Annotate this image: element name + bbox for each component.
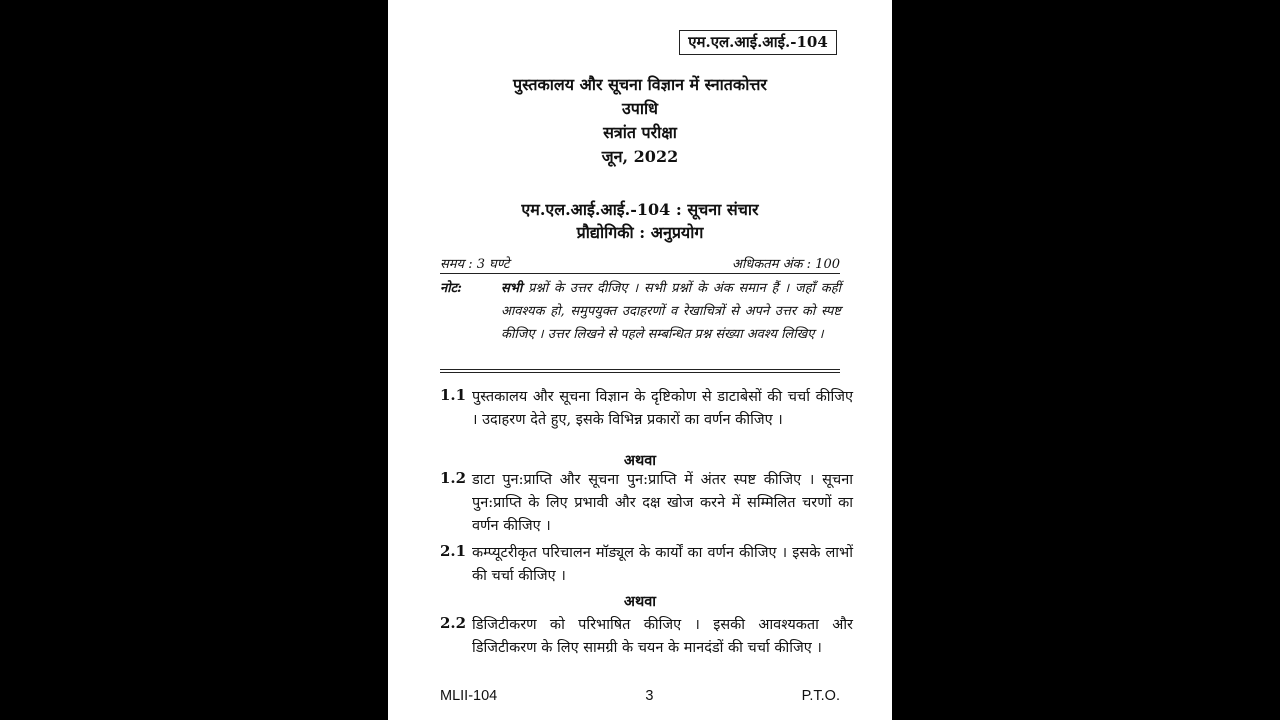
question-text: डाटा पुन:प्राप्ति और सूचना पुन:प्राप्ति में अंतर स्पष्ट कीजिए । सूचना पुन:प्राप्ति के लिए प्रभावी और दक्ष खोज करने में सम्मिलित चरणों का वर्णन कीजिए । bbox=[472, 472, 853, 534]
question-text: डिजिटीकरण को परिभाषित कीजिए । इसकी आवश्यकता और डिजिटीकरण के लिए सामग्री के चयन के मानदंडों की चर्चा कीजिए । bbox=[472, 617, 853, 656]
note-body: प्रश्नों के उत्तर दीजिए । सभी प्रश्नों के अंक समान हैं । जहाँ कहीं आवश्यक हो, समुपयुक्त उदाहरणों व रेखाचित्रों से अपने उत्तर को स्पष्ट कीजिए । उत्तर लिखने से पहले सम्बन्धित प्रश्न संख्या अवश्य लिखिए । bbox=[501, 281, 841, 342]
page-footer bbox=[440, 688, 840, 704]
note-text bbox=[501, 277, 841, 346]
question-number: 1.1 bbox=[440, 386, 467, 404]
question-number: 1.2 bbox=[440, 469, 467, 487]
exam-page bbox=[388, 0, 892, 720]
question-number: 2.2 bbox=[440, 614, 467, 632]
course-title-line1: एम.एल.आई.आई.-104 : सूचना संचार bbox=[521, 200, 759, 219]
question-text: कम्प्यूटरीकृत परिचालन मॉड्यूल के कार्यों का वर्णन कीजिए । इसके लाभों की चर्चा कीजिए । bbox=[472, 545, 853, 584]
max-marks: अधिकतम अंक : 100 bbox=[732, 257, 840, 272]
question-number: 2.1 bbox=[440, 542, 467, 560]
or-separator: अथवा bbox=[623, 593, 657, 610]
course-title-line2: प्रौद्योगिकी : अनुप्रयोग bbox=[576, 223, 704, 242]
exam-date: जून, 2022 bbox=[601, 147, 679, 166]
paper-code-box: एम.एल.आई.आई.-104 bbox=[679, 30, 837, 55]
page-number: 3 bbox=[645, 688, 654, 704]
degree-title: पुस्तकालय और सूचना विज्ञान में स्नातकोत्तर bbox=[513, 75, 767, 94]
exam-type: सत्रांत परीक्षा bbox=[603, 123, 677, 142]
time-allowed: समय : 3 घण्टे bbox=[440, 257, 510, 272]
exam-meta-row bbox=[440, 254, 840, 272]
or-separator: अथवा bbox=[623, 452, 657, 469]
note-label: नोट: bbox=[440, 281, 462, 296]
note-bold-lead: सभी bbox=[501, 281, 523, 296]
footer-code: MLII-104 bbox=[440, 688, 498, 704]
question-text: पुस्तकालय और सूचना विज्ञान के दृष्टिकोण से डाटाबेसों की चर्चा कीजिए । उदाहरण देते हुए, इसके विभिन्न प्रकारों का वर्णन कीजिए । bbox=[472, 389, 853, 428]
degree-subtitle: उपाधि bbox=[622, 99, 658, 118]
please-turn-over: P.T.O. bbox=[801, 688, 840, 704]
double-divider-bottom bbox=[440, 372, 840, 373]
double-divider-top bbox=[440, 369, 840, 370]
divider bbox=[440, 273, 840, 274]
